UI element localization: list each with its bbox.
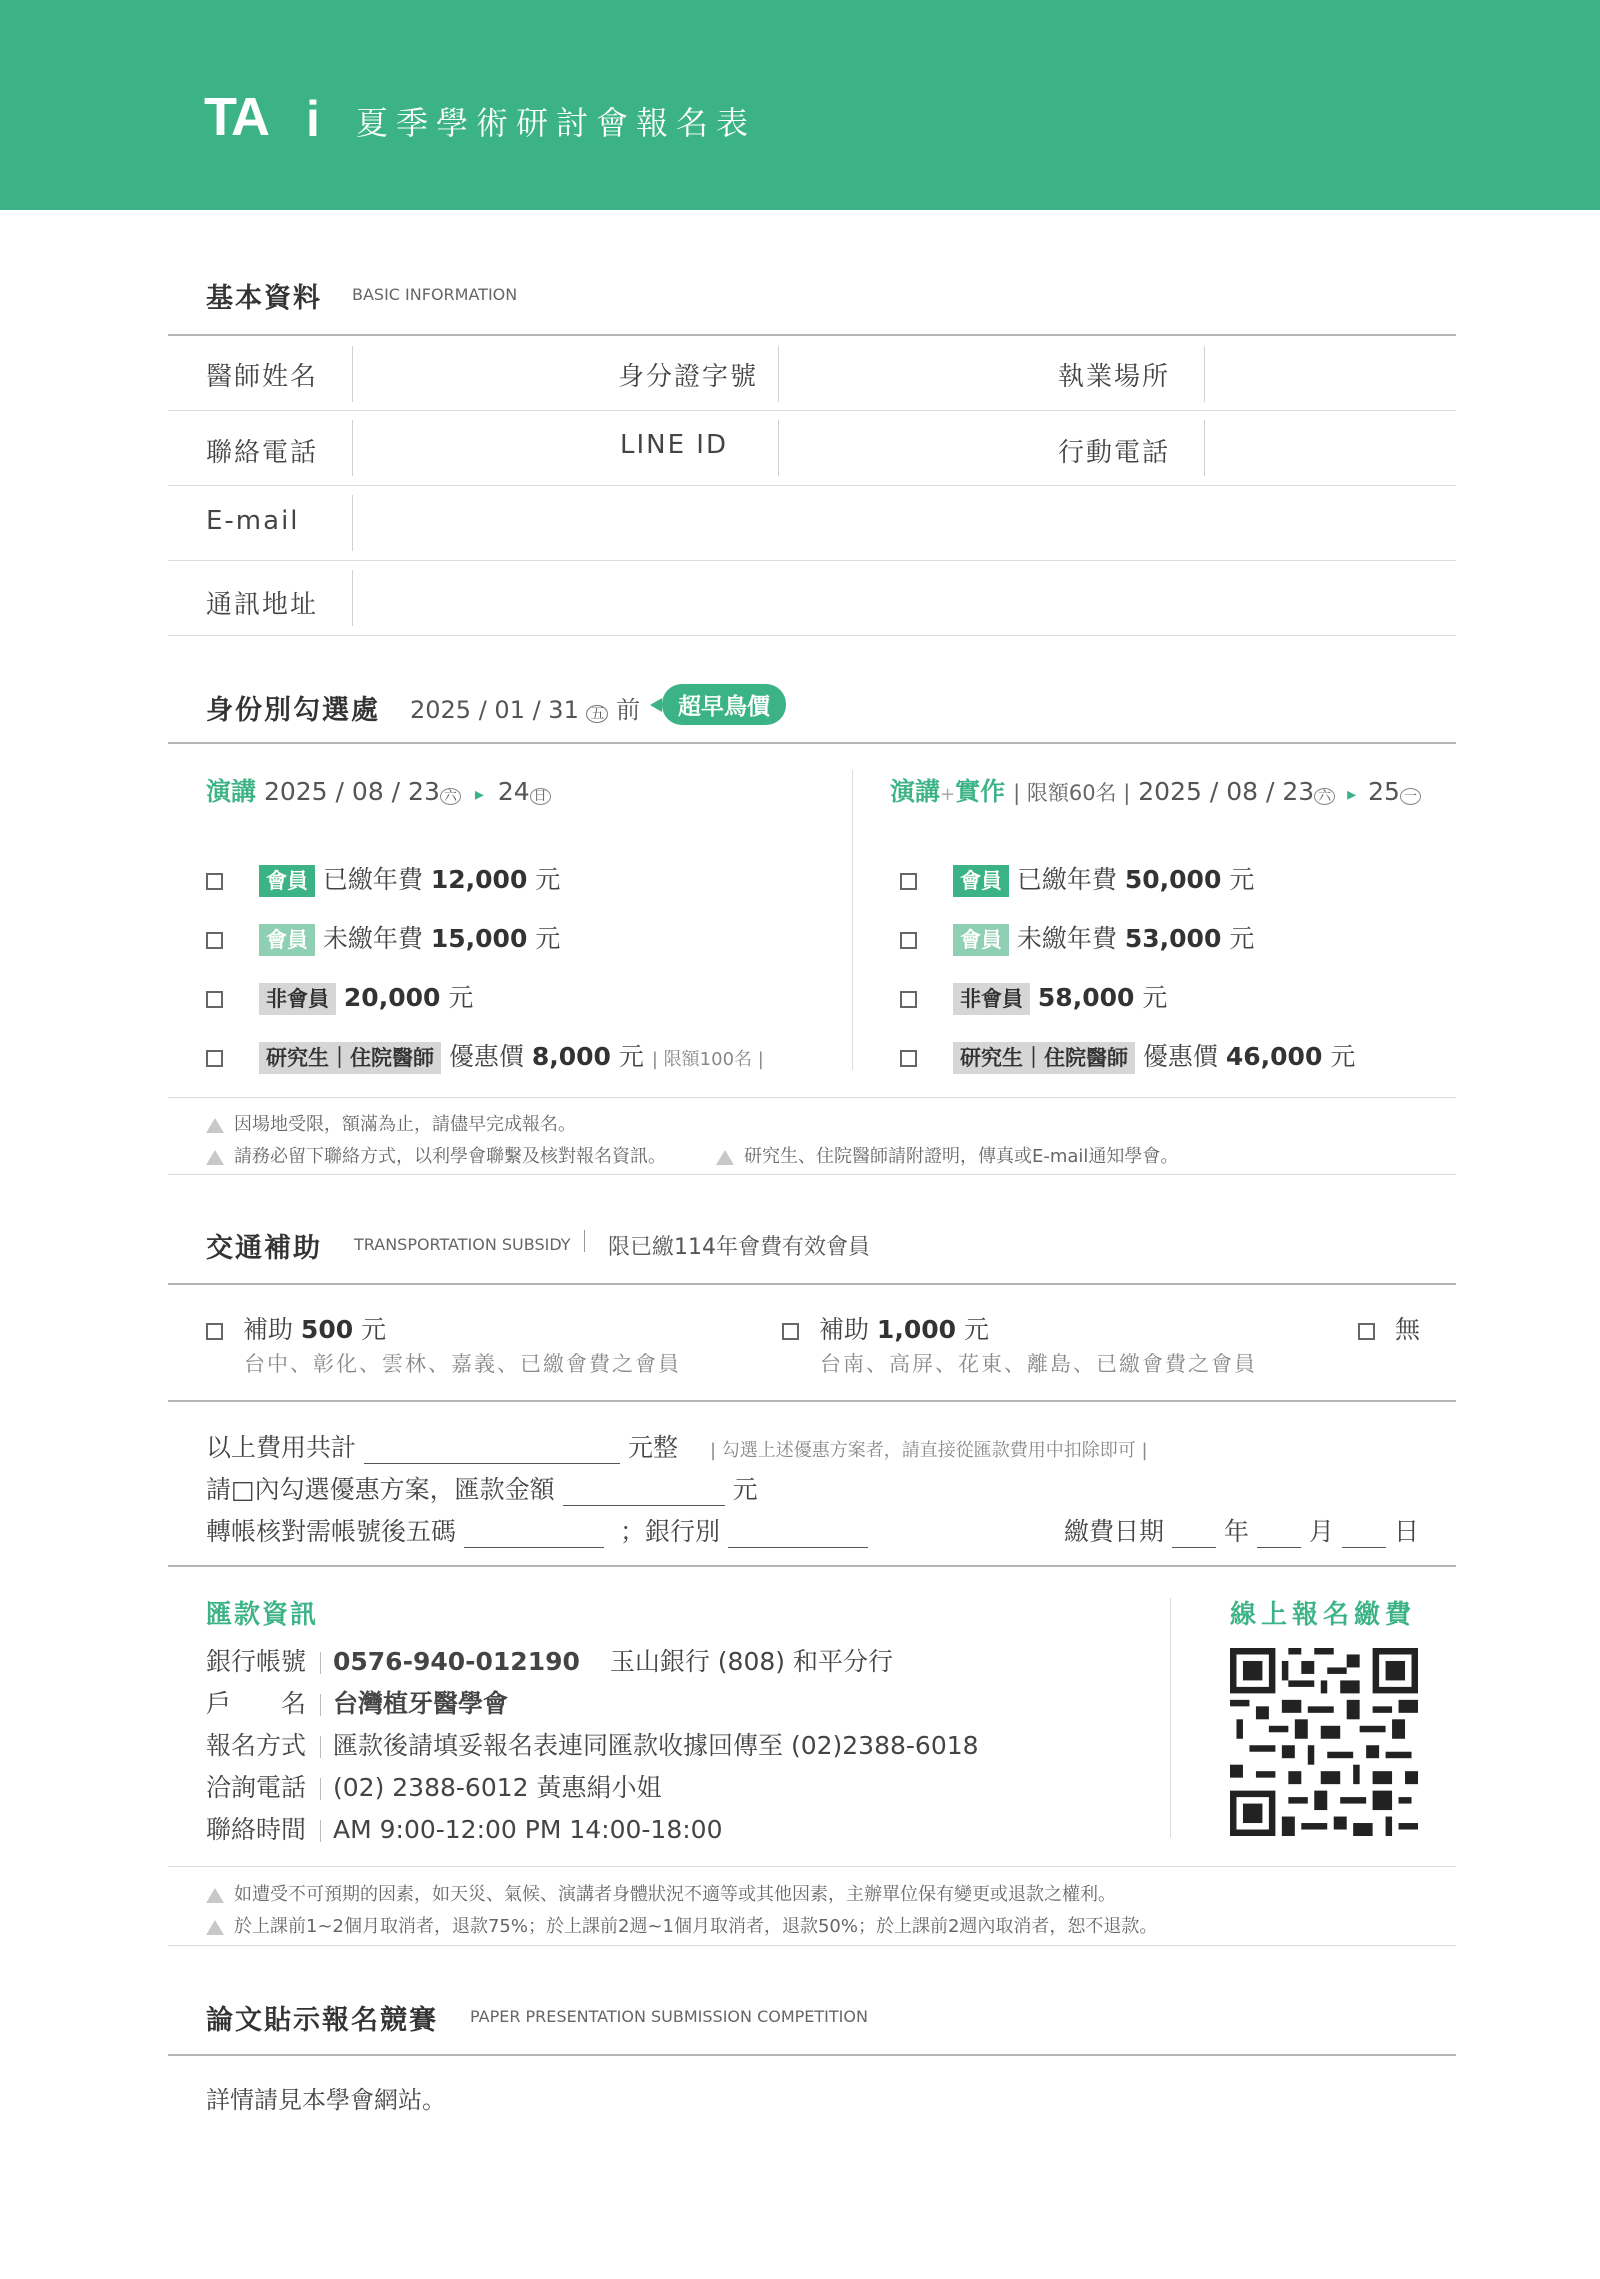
option-amount: 1,000 [876, 1315, 956, 1344]
non-member-tag: 非會員 [259, 983, 336, 1015]
checkbox[interactable] [782, 1323, 799, 1340]
option-price: 15,000 [430, 924, 528, 953]
practice-place-field[interactable] [1212, 346, 1456, 402]
day-input[interactable] [1342, 1547, 1386, 1548]
row-key: 洽詢電話 [206, 1773, 307, 1802]
cell-divider [778, 420, 779, 476]
divider [168, 1283, 1456, 1285]
amount-label: 請□內勾選優惠方案，匯款金額 [206, 1475, 555, 1504]
checkbox[interactable] [900, 991, 917, 1008]
email-label: E-mail [206, 506, 300, 536]
arrow-icon: ▸ [474, 784, 484, 805]
checkbox[interactable] [1358, 1323, 1375, 1340]
account-input[interactable] [464, 1547, 604, 1548]
student-tag: 研究生｜住院醫師 [953, 1042, 1135, 1074]
lecture-weekday-start: 六 [440, 788, 461, 805]
transport-condition: 限已繳114年會費有效會員 [608, 1235, 870, 1260]
row-divider [168, 560, 1456, 561]
practice-label-1: 演講 [890, 777, 941, 806]
row-key: 聯絡時間 [206, 1815, 307, 1844]
lecture-date-end: 24 [497, 777, 530, 806]
divider [168, 1565, 1456, 1567]
member-tag: 會員 [953, 865, 1009, 897]
qr-code-icon[interactable] [1230, 1648, 1418, 1836]
lecture-option-3[interactable] [206, 978, 473, 1015]
checkbox[interactable] [206, 932, 223, 949]
early-bird-badge [662, 684, 786, 725]
checkbox[interactable] [900, 1050, 917, 1067]
policy-note-2 [206, 1912, 1157, 1938]
account-label: 轉帳核對需帳號後五碼 [206, 1517, 457, 1546]
deadline-weekday: 五 [586, 705, 608, 723]
warning-triangle-icon [206, 1118, 224, 1133]
arrow-icon: ▸ [1347, 784, 1357, 805]
checkbox[interactable] [206, 1323, 223, 1340]
practice-weekday-end: 一 [1400, 788, 1421, 805]
option-unit: 元 [1229, 924, 1255, 953]
date-label: 繳費日期 [1064, 1517, 1165, 1546]
mobile-label: 行動電話 [1058, 438, 1171, 468]
row-key: 戶 名 [206, 1689, 307, 1718]
option-price: 46,000 [1225, 1042, 1323, 1071]
cell-divider [352, 346, 353, 402]
warning-triangle-icon [206, 1920, 224, 1935]
warning-triangle-icon [206, 1150, 224, 1165]
cell-divider [1204, 420, 1205, 476]
row-key: 銀行帳號 [206, 1647, 307, 1676]
option-amount: 500 [300, 1315, 354, 1344]
option-desc: 未繳年費 [1016, 924, 1117, 953]
option-unit: 元 [1229, 865, 1255, 894]
divider [168, 2054, 1456, 2056]
mobile-field[interactable] [1212, 420, 1456, 476]
column-divider [1170, 1598, 1171, 1838]
transport-option-none[interactable] [1358, 1310, 1420, 1346]
note-2 [206, 1142, 666, 1168]
row-divider [168, 485, 1456, 486]
address-label: 通訊地址 [206, 590, 319, 620]
doctor-name-label: 醫師姓名 [206, 362, 319, 392]
bank-name: 玉山銀行 (808) 和平分行 [609, 1647, 893, 1676]
basic-section-title: 基本資料 [206, 283, 322, 314]
policy-note-1 [206, 1880, 1116, 1906]
warning-triangle-icon [206, 1888, 224, 1903]
header-banner [0, 0, 1600, 210]
option-unit: 元 [535, 924, 561, 953]
practice-place-label: 執業場所 [1058, 362, 1171, 392]
deadline [410, 690, 640, 725]
divider [168, 1400, 1456, 1402]
month-label: 月 [1309, 1517, 1335, 1546]
row-key: 報名方式 [206, 1731, 307, 1760]
online-title: 線上報名繳費 [1230, 1600, 1417, 1630]
amount-row [206, 1470, 758, 1506]
option-desc: 優惠價 [1142, 1042, 1218, 1071]
practice-option-4[interactable] [900, 1037, 1355, 1074]
paper-detail: 詳情請見本學會網站。 [206, 2086, 446, 2114]
total-row [206, 1428, 1148, 1464]
transport-option-500[interactable] [206, 1310, 386, 1346]
option-unit: 元 [963, 1315, 989, 1344]
form-title: 夏季學術研討會報名表 [356, 104, 757, 142]
amount-unit: 元 [732, 1475, 758, 1504]
option-unit: 元 [535, 865, 561, 894]
deadline-suffix: 前 [616, 696, 641, 724]
transport-regions-500: 台中、彰化、雲林、嘉義、已繳會費之會員 [244, 1352, 681, 1376]
year-input[interactable] [1172, 1547, 1216, 1548]
divider [168, 1097, 1456, 1098]
option-unit: 元 [361, 1315, 387, 1344]
note-text: 請務必留下聯絡方式，以利學會聯繫及核對報名資訊。 [234, 1146, 666, 1167]
total-unit: 元整 [628, 1433, 679, 1462]
bank-label: ；銀行別 [619, 1517, 720, 1546]
option-label: 補助 [818, 1315, 869, 1344]
bank-account-row [206, 1642, 893, 1678]
option-desc: 已繳年費 [1016, 865, 1117, 894]
option-label: 無 [1394, 1315, 1420, 1344]
note-text: 如遭受不可預期的因素，如天災、氣候、演講者身體狀況不適等或其他因素，主辦單位保有變更或退款之權利。 [234, 1884, 1116, 1905]
lecture-option-4[interactable] [206, 1037, 764, 1074]
option-price: 50,000 [1124, 865, 1222, 894]
option-limit: | 限額100名 | [651, 1049, 764, 1070]
practice-limit: | 限額60名 | [1013, 781, 1131, 805]
bank-input[interactable] [728, 1547, 868, 1548]
option-unit: 元 [1330, 1042, 1356, 1071]
option-price: 8,000 [531, 1042, 611, 1071]
warning-triangle-icon [716, 1150, 734, 1165]
transport-option-1000[interactable] [782, 1310, 989, 1346]
divider [168, 1945, 1456, 1946]
lecture-date-start: 2025 / 08 / 23 [263, 777, 440, 806]
divider [168, 1866, 1456, 1867]
lecture-label: 演講 [206, 777, 257, 806]
checkbox[interactable] [206, 873, 223, 890]
plus-icon: + [940, 784, 956, 805]
option-unit: 元 [448, 983, 474, 1012]
identity-section-title: 身份別勾選處 [206, 695, 380, 726]
checkbox[interactable] [206, 991, 223, 1008]
total-note: | 勾選上述優惠方案者，請直接從匯款費用中扣除即可 | [709, 1440, 1148, 1461]
practice-label-2: 實作 [955, 777, 1006, 806]
cell-divider [1204, 346, 1205, 402]
paper-section-title: 論文貼示報名競賽 [206, 2005, 438, 2036]
line-id-label: LINE ID [620, 430, 728, 460]
cell-divider [778, 346, 779, 402]
date-row [1064, 1512, 1419, 1548]
option-price: 53,000 [1124, 924, 1222, 953]
inquiry-phone-row [206, 1768, 661, 1804]
bank-account-number: 0576-940-012190 [333, 1647, 580, 1676]
total-label: 以上費用共計 [206, 1433, 357, 1462]
address-field[interactable] [360, 570, 1456, 626]
id-number-label: 身分證字號 [618, 362, 759, 392]
logo: TA [204, 87, 268, 147]
option-desc: 已繳年費 [322, 865, 423, 894]
contact-time-row [206, 1810, 722, 1846]
member-tag: 會員 [953, 924, 1009, 956]
basic-section-title-en: BASIC INFORMATION [352, 285, 518, 304]
lecture-option-2[interactable] [206, 919, 560, 956]
account-row [206, 1512, 876, 1548]
account-name-row [206, 1684, 508, 1720]
registration-method-row [206, 1726, 979, 1762]
email-field[interactable] [360, 495, 1456, 551]
divider [168, 742, 1456, 744]
note-text: 因場地受限，額滿為止，請儘早完成報名。 [234, 1114, 576, 1135]
student-tag: 研究生｜住院醫師 [259, 1042, 441, 1074]
account-name: 台灣植牙醫學會 [333, 1689, 509, 1718]
year-label: 年 [1224, 1517, 1250, 1546]
lecture-option-1[interactable] [206, 860, 560, 897]
lecture-header [206, 772, 551, 808]
option-unit: 元 [1142, 983, 1168, 1012]
column-divider [852, 770, 853, 1070]
option-price: 20,000 [343, 983, 441, 1012]
row-divider [168, 635, 1456, 636]
checkbox[interactable] [900, 932, 917, 949]
note-3 [716, 1142, 1178, 1168]
transport-section-title-en: TRANSPORTATION SUBSIDY [354, 1235, 571, 1254]
lecture-weekday-end: 日 [530, 788, 551, 805]
phone-label: 聯絡電話 [206, 438, 319, 468]
month-input[interactable] [1257, 1547, 1301, 1548]
practice-date-end: 25 [1368, 777, 1400, 806]
separator [584, 1230, 585, 1252]
member-tag: 會員 [259, 865, 315, 897]
deadline-date: 2025 / 01 / 31 [410, 696, 579, 724]
option-price: 58,000 [1037, 983, 1135, 1012]
option-unit: 元 [618, 1042, 644, 1071]
divider [168, 334, 1456, 336]
option-desc: 未繳年費 [322, 924, 423, 953]
practice-option-3[interactable] [900, 978, 1167, 1015]
divider [168, 1174, 1456, 1175]
registration-method: 匯款後請填妥報名表連同匯款收據回傳至 (02)2388-6018 [333, 1731, 979, 1760]
option-price: 12,000 [430, 865, 528, 894]
checkbox[interactable] [900, 873, 917, 890]
remittance-title: 匯款資訊 [206, 1600, 319, 1630]
practice-date-start: 2025 / 08 / 23 [1138, 777, 1315, 806]
transport-regions-1000: 台南、高屏、花東、離島、已繳會費之會員 [820, 1352, 1257, 1376]
amount-input[interactable] [563, 1505, 725, 1506]
option-desc: 優惠價 [448, 1042, 524, 1071]
member-tag: 會員 [259, 924, 315, 956]
practice-header [890, 772, 1421, 808]
contact-time: AM 9:00-12:00 PM 14:00-18:00 [333, 1815, 723, 1844]
cell-divider [352, 495, 353, 551]
inquiry-phone: (02) 2388-6012 黃惠絹小姐 [333, 1773, 662, 1802]
practice-option-1[interactable] [900, 860, 1254, 897]
cell-divider [352, 570, 353, 626]
day-label: 日 [1394, 1517, 1420, 1546]
practice-option-2[interactable] [900, 919, 1254, 956]
row-divider [168, 410, 1456, 411]
checkbox[interactable] [206, 1050, 223, 1067]
transport-section-title: 交通補助 [206, 1233, 322, 1264]
cell-divider [352, 420, 353, 476]
early-bird-label: 超早鳥價 [662, 684, 786, 725]
non-member-tag: 非會員 [953, 983, 1030, 1015]
note-text: 研究生、住院醫師請附證明，傳真或E-mail通知學會。 [744, 1146, 1179, 1167]
paper-section-title-en: PAPER PRESENTATION SUBMISSION COMPETITION [470, 2007, 868, 2026]
logo-i: i [306, 91, 320, 147]
total-input[interactable] [364, 1463, 620, 1464]
note-text: 於上課前1~2個月取消者，退款75%；於上課前2週~1個月取消者，退款50%；於上課前2週內取消者，恕不退款。 [234, 1916, 1158, 1937]
option-label: 補助 [242, 1315, 293, 1344]
practice-weekday-start: 六 [1314, 788, 1335, 805]
note-1 [206, 1110, 576, 1136]
